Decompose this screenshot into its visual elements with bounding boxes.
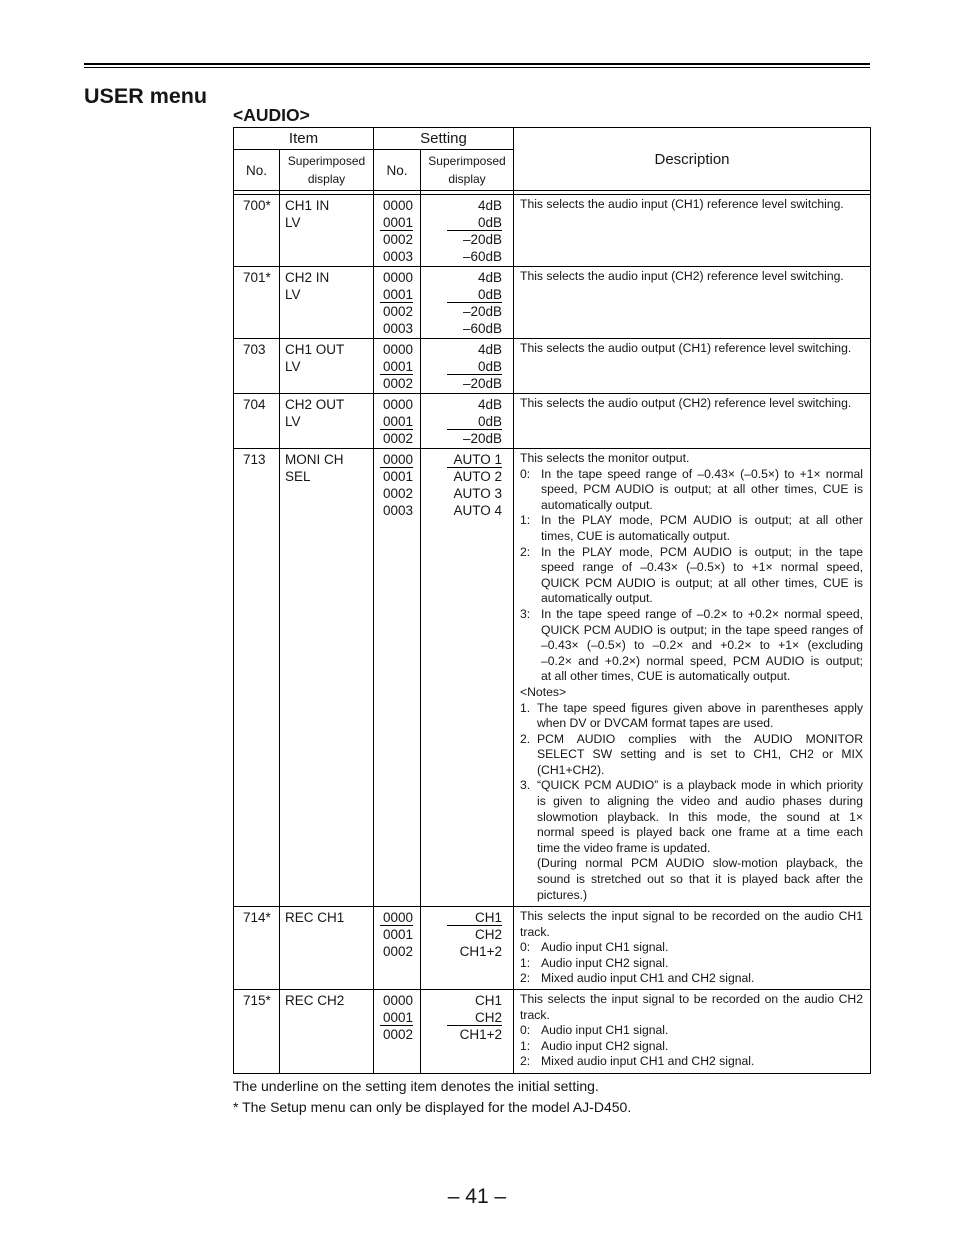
- description-item-text: [520, 396, 863, 412]
- description-item-text: [541, 467, 863, 514]
- description-item: [520, 451, 863, 467]
- description-line: The tape speed figures given above in parentheses apply: [537, 700, 863, 715]
- setting-display: 0dB: [447, 358, 502, 375]
- setting-number-cell: [374, 267, 421, 339]
- description-cell: [514, 449, 871, 907]
- item-name-line: LV: [285, 287, 301, 302]
- description-cell: [514, 990, 871, 1074]
- description-item-text: [537, 778, 863, 903]
- description-item: [520, 1054, 863, 1070]
- header-item-number: No.: [234, 150, 280, 191]
- description-item-label: 2:: [520, 544, 531, 559]
- setting-number: 0002: [382, 304, 413, 319]
- description-line: This selects the audio input (CH2) reference level switching.: [520, 269, 844, 283]
- setting-display: 4dB: [477, 397, 502, 412]
- description-item: [520, 1039, 863, 1055]
- description-line: SELECT SW setting and is set to CH1, CH2 or MIX: [537, 747, 863, 762]
- item-number-cell: [234, 394, 280, 449]
- setting-number: 0002: [382, 232, 413, 247]
- item-name-line: MONI CH: [285, 452, 344, 467]
- description-item-text: [541, 607, 863, 685]
- description-line: (CH1+CH2).: [537, 762, 605, 777]
- setting-display-cell: [421, 449, 514, 907]
- setting-display: 4dB: [477, 342, 502, 357]
- header-setting: Setting: [374, 128, 514, 150]
- item-number-cell: [234, 449, 280, 907]
- description-item-text: [520, 451, 863, 467]
- description-line: at all other times, CUE is automatically output.: [541, 669, 791, 684]
- description-item-text: [520, 685, 863, 701]
- subsection-title: <AUDIO>: [233, 105, 310, 125]
- setting-number: 0000: [380, 909, 413, 926]
- item-number: 715*: [243, 993, 271, 1008]
- setting-number: 0002: [382, 1027, 413, 1042]
- setting-display: AUTO 2: [453, 469, 502, 484]
- item-number: 700*: [243, 198, 271, 213]
- description-item-text: [520, 197, 863, 213]
- setting-number: 0001: [380, 358, 413, 375]
- setting-display: AUTO 3: [453, 486, 502, 501]
- description-item: [520, 607, 863, 685]
- setting-display-cell: [421, 195, 514, 267]
- description-cell: [514, 907, 871, 990]
- setting-number: 0002: [382, 944, 413, 959]
- description-line: sound is stretched out so that it is played back after the: [537, 872, 863, 887]
- header-setting-number: No.: [374, 150, 421, 191]
- setting-display: –20dB: [462, 431, 502, 446]
- description-item-label: 1:: [520, 1038, 531, 1053]
- setting-display: –20dB: [462, 376, 502, 391]
- item-name-line: LV: [285, 414, 301, 429]
- description-item-text: [541, 1023, 863, 1039]
- setting-number: 0001: [380, 214, 413, 231]
- item-name-line: LV: [285, 215, 301, 230]
- setting-number: 0000: [382, 993, 413, 1008]
- setting-number: 0000: [382, 198, 413, 213]
- description-item: [520, 341, 863, 357]
- description-item: [520, 778, 863, 903]
- description-cell: [514, 267, 871, 339]
- setting-display-cell: [421, 990, 514, 1074]
- description-line: is given to aligning the video and audio phases during: [537, 794, 863, 809]
- description-line: <Notes>: [520, 684, 567, 699]
- settings-table: [233, 127, 871, 1074]
- description-line: Audio input CH2 signal.: [541, 1038, 669, 1053]
- description-line: time the video frame is updated.: [537, 840, 711, 855]
- setting-number: 0000: [380, 451, 413, 468]
- description-line: QUICK PCM AUDIO is output; at all other times, CUE is: [541, 575, 863, 590]
- setting-number-cell: [374, 195, 421, 267]
- footnotes: [233, 1076, 631, 1118]
- description-item: [520, 513, 863, 544]
- item-name-cell: [280, 990, 374, 1074]
- description-item: [520, 909, 863, 940]
- description-line: “QUICK PCM AUDIO” is a playback mode in which priority: [537, 778, 863, 793]
- footnote-underline: The underline on the setting item denotes the initial setting.: [233, 1078, 599, 1094]
- description-line: This selects the audio output (CH2) reference level switching.: [520, 396, 852, 410]
- item-number: 714*: [243, 910, 271, 925]
- description-line: automatically output.: [541, 497, 653, 512]
- setting-display: 0dB: [447, 214, 502, 231]
- description-item-text: [520, 992, 863, 1023]
- setting-number: 0000: [382, 270, 413, 285]
- description-item-label: 1:: [520, 513, 531, 528]
- item-number: 713: [243, 452, 266, 467]
- item-number-cell: [234, 907, 280, 990]
- setting-display: –20dB: [462, 304, 502, 319]
- top-rule: [84, 63, 870, 68]
- description-line: track.: [520, 924, 550, 939]
- description-item: [520, 956, 863, 972]
- item-name-line: LV: [285, 359, 301, 374]
- setting-display: 0dB: [447, 286, 502, 303]
- description-item-label: 2.: [520, 731, 531, 746]
- description-item-label: 1.: [520, 700, 531, 715]
- description-line: Audio input CH1 signal.: [541, 1023, 669, 1038]
- description-line: –0.43× (–0.5×) to –0.2× and +0.2× to +1× (excluding: [541, 638, 863, 653]
- setting-number: 0001: [380, 413, 413, 430]
- description-item-label: 2:: [520, 1054, 531, 1069]
- description-item-text: [541, 940, 863, 956]
- description-item: [520, 396, 863, 412]
- description-item-label: 0:: [520, 466, 531, 481]
- setting-display: CH1+2: [459, 944, 502, 959]
- item-name-cell: [280, 267, 374, 339]
- setting-display-cell: [421, 907, 514, 990]
- setting-number: 0001: [382, 469, 413, 484]
- setting-number: 0000: [382, 397, 413, 412]
- header-item: Item: [234, 128, 374, 150]
- setting-display: CH1: [474, 993, 502, 1008]
- item-name-line: SEL: [285, 469, 311, 484]
- description-item-text: [541, 1054, 863, 1070]
- item-name-line: REC CH1: [285, 910, 345, 925]
- description-item: [520, 545, 863, 607]
- description-line: when DV or DVCAM format tapes are used.: [537, 716, 774, 731]
- setting-number-cell: [374, 339, 421, 394]
- setting-number-cell: [374, 449, 421, 907]
- description-line: –0.2× and +0.2×) normal speed, PCM AUDIO is output;: [541, 653, 863, 668]
- description-item: [520, 992, 863, 1023]
- item-number: 703: [243, 342, 266, 357]
- setting-number: 0002: [382, 431, 413, 446]
- description-item-text: [520, 909, 863, 940]
- setting-display-cell: [421, 267, 514, 339]
- description-item: [520, 732, 863, 779]
- description-item-text: [541, 971, 863, 987]
- setting-number: 0001: [382, 927, 413, 942]
- description-line: (During normal PCM AUDIO slow-motion playback, the: [537, 856, 863, 871]
- item-name-line: CH2 IN: [285, 270, 330, 285]
- setting-number-cell: [374, 394, 421, 449]
- description-item: [520, 701, 863, 732]
- item-name-cell: [280, 339, 374, 394]
- item-number-cell: [234, 195, 280, 267]
- description-item: [520, 940, 863, 956]
- description-line: normal speed is played back one frame at a time each: [537, 825, 863, 840]
- item-number-cell: [234, 267, 280, 339]
- item-number: 701*: [243, 270, 271, 285]
- setting-number: 0001: [380, 1009, 413, 1026]
- setting-number: 0000: [382, 342, 413, 357]
- description-item-text: [520, 269, 863, 285]
- setting-display-cell: [421, 339, 514, 394]
- setting-display-cell: [421, 394, 514, 449]
- description-line: speed range of –0.43× (–0.5×) to +1× normal speed,: [541, 560, 863, 575]
- setting-display: AUTO 4: [453, 503, 502, 518]
- setting-display: 4dB: [477, 270, 502, 285]
- description-item-text: [541, 545, 863, 607]
- item-number-cell: [234, 339, 280, 394]
- item-name-line: CH1 IN: [285, 198, 330, 213]
- setting-number: 0001: [380, 286, 413, 303]
- description-line: Audio input CH2 signal.: [541, 955, 669, 970]
- description-line: Mixed audio input CH1 and CH2 signal.: [541, 1054, 755, 1069]
- item-name-cell: [280, 394, 374, 449]
- page-number: – 41 –: [447, 1185, 507, 1208]
- description-line: In the tape speed range of –0.2× to +0.2× normal speed,: [541, 606, 863, 621]
- description-item-label: 3:: [520, 606, 531, 621]
- description-line: In the tape speed range of –0.43× (–0.5×) to +1× normal: [541, 466, 863, 481]
- description-line: This selects the audio input (CH1) reference level switching.: [520, 197, 844, 211]
- description-item-label: 1:: [520, 955, 531, 970]
- setting-display: CH2: [447, 1009, 502, 1026]
- item-name-cell: [280, 907, 374, 990]
- description-cell: [514, 195, 871, 267]
- description-item: [520, 269, 863, 285]
- setting-display: 0dB: [447, 413, 502, 430]
- item-name-cell: [280, 195, 374, 267]
- description-item-text: [541, 1039, 863, 1055]
- setting-number-cell: [374, 907, 421, 990]
- description-item-label: 0:: [520, 940, 531, 955]
- description-item: [520, 971, 863, 987]
- description-line: pictures.): [537, 887, 588, 902]
- setting-display: –20dB: [462, 232, 502, 247]
- setting-number: 0003: [382, 321, 413, 336]
- description-line: QUICK PCM AUDIO is output; in the tape speed ranges of: [541, 622, 863, 637]
- setting-display: CH2: [474, 927, 502, 942]
- setting-display: –60dB: [462, 249, 502, 264]
- description-line: speed, PCM AUDIO is output; at all other times, CUE is: [541, 482, 863, 497]
- description-line: automatically output.: [541, 591, 653, 606]
- description-cell: [514, 394, 871, 449]
- description-item-text: [537, 701, 863, 732]
- description-line: This selects the audio output (CH1) reference level switching.: [520, 341, 852, 355]
- description-item: [520, 1023, 863, 1039]
- setting-display: –60dB: [462, 321, 502, 336]
- description-item: [520, 197, 863, 213]
- description-item-label: 3.: [520, 778, 531, 793]
- setting-number: 0003: [382, 249, 413, 264]
- description-line: In the PLAY mode, PCM AUDIO is output; in the tape: [541, 544, 863, 559]
- description-line: Mixed audio input CH1 and CH2 signal.: [541, 971, 755, 986]
- description-line: This selects the input signal to be recorded on the audio CH1: [520, 909, 863, 923]
- setting-number: 0002: [382, 486, 413, 501]
- description-item-text: [520, 341, 863, 357]
- description-item-text: [541, 513, 863, 544]
- description-item: [520, 467, 863, 514]
- description-item: [520, 685, 863, 701]
- description-item-label: 2:: [520, 971, 531, 986]
- section-title: USER menu: [84, 84, 208, 108]
- setting-display: CH1: [447, 909, 502, 926]
- description-item-text: [537, 732, 863, 779]
- setting-display: CH1+2: [459, 1027, 502, 1042]
- header-setting-display: Superimposed display: [421, 150, 514, 191]
- item-name-line: CH2 OUT: [285, 397, 345, 412]
- description-line: PCM AUDIO complies with the AUDIO MONITOR: [537, 731, 863, 746]
- description-line: This selects the input signal to be recorded on the audio CH2: [520, 992, 863, 1006]
- item-name-line: CH1 OUT: [285, 342, 345, 357]
- description-line: track.: [520, 1007, 550, 1022]
- header-item-display: Superimposed display: [280, 150, 374, 191]
- description-item-label: 0:: [520, 1023, 531, 1038]
- description-item-text: [541, 956, 863, 972]
- item-name-line: REC CH2: [285, 993, 345, 1008]
- description-line: This selects the monitor output.: [520, 451, 690, 465]
- description-line: In the PLAY mode, PCM AUDIO is output; at all other: [541, 513, 863, 528]
- description-line: Audio input CH1 signal.: [541, 940, 669, 955]
- setting-number: 0002: [382, 376, 413, 391]
- footnote-asterisk: * The Setup menu can only be displayed for the model AJ-D450.: [233, 1099, 632, 1115]
- item-name-cell: [280, 449, 374, 907]
- item-number: 704: [243, 397, 266, 412]
- setting-number-cell: [374, 990, 421, 1074]
- description-line: times, CUE is automatically output.: [541, 528, 730, 543]
- description-cell: [514, 339, 871, 394]
- header-description: Description: [514, 128, 871, 191]
- description-line: slowmotion playback. In this mode, the sound at 1×: [537, 809, 863, 824]
- setting-display: 4dB: [477, 198, 502, 213]
- setting-display: AUTO 1: [447, 451, 502, 468]
- item-number-cell: [234, 990, 280, 1074]
- setting-number: 0003: [382, 503, 413, 518]
